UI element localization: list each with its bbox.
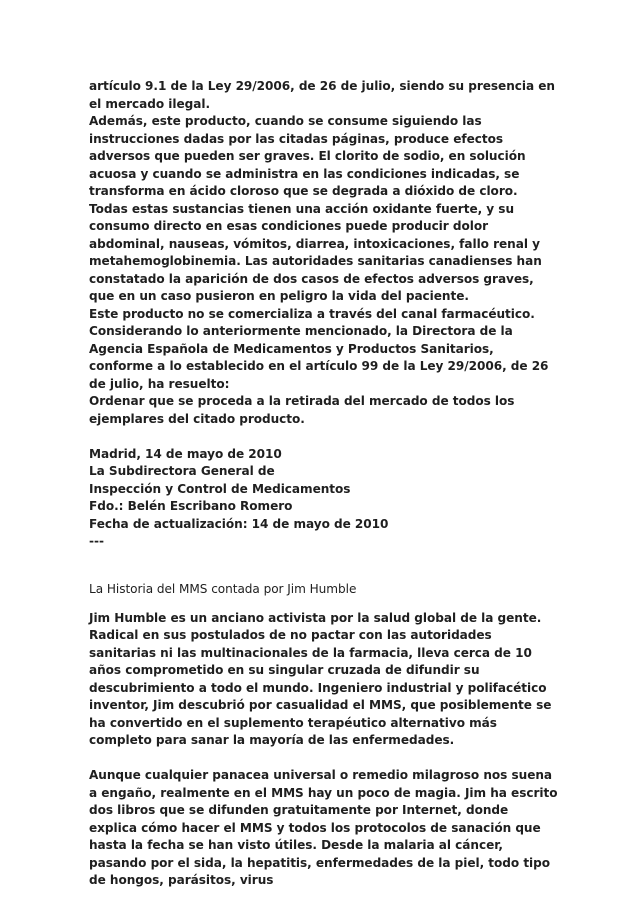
article-paragraph: Jim Humble es un anciano activista por la salud global de la gente. Radical en sus postulados de no pactar con las autoridades sanitarias ni las multinacionales de la farmacia, lleva cerca de 10 años comprometido en su singular cruzada de difundir su descubrimiento a todo el mundo. Ingeniero industrial y polifacético inventor, Jim descubrió por casualidad el MMS, que posiblemente se ha convertido en el suplemento terapéutico alternativo más completo para sanar la mayoría de las enfermedades. xyxy=(89,610,552,747)
place-date: Madrid, 14 de mayo de 2010 xyxy=(89,446,282,461)
spacer xyxy=(89,599,559,610)
document-page xyxy=(89,78,559,890)
signature-block xyxy=(89,446,559,551)
spacer xyxy=(89,568,559,581)
spacer xyxy=(89,750,559,768)
spacer xyxy=(89,551,559,569)
signer-role-line: La Subdirectora General de xyxy=(89,464,275,478)
resolution-paragraph: artículo 9.1 de la Ley 29/2006, de 26 de julio, siendo su presencia en el mercado ilegal. xyxy=(89,79,555,111)
separator: --- xyxy=(89,534,104,548)
article-title: La Historia del MMS contada por Jim Humble xyxy=(89,582,357,596)
resolution-paragraph: Ordenar que se proceda a la retirada del mercado de todos los ejemplares del citado producto. xyxy=(89,394,515,426)
update-date: Fecha de actualización: 14 de mayo de 2010 xyxy=(89,516,389,531)
signer-name: Fdo.: Belén Escribano Romero xyxy=(89,499,293,513)
signer-role-line: Inspección y Control de Medicamentos xyxy=(89,481,351,496)
resolution-paragraph: Considerando lo anteriormente mencionado, la Directora de la Agencia Española de Medicamentos y Productos Sanitarios, conforme a lo establecido en el artículo 99 de la Ley 29/2006, de 26 de julio, ha resuelto: xyxy=(89,324,549,391)
article-paragraph: Aunque cualquier panacea universal o remedio milagroso nos suena a engaño, realmente en el MMS hay un poco de magia. Jim ha escrito dos libros que se difunden gratuitamente por Internet, donde explica cómo hacer el MMS y todos los protocolos de sanación que hasta la fecha se han visto útiles. Desde la malaria al cáncer, pasando por el sida, la hepatitis, enfermedades de la piel, todo tipo de hongos, parásitos, virus xyxy=(89,768,558,887)
resolution-paragraph: Este producto no se comercializa a través del canal farmacéutico. xyxy=(89,306,535,321)
resolution-paragraph: Además, este producto, cuando se consume siguiendo las instrucciones dadas por las citadas páginas, produce efectos adversos que pueden ser graves. El clorito de sodio, en solución acuosa y cuando se administra en las condiciones indicadas, se transforma en ácido cloroso que se degrada a dióxido de cloro. Todas estas sustancias tienen una acción oxidante fuerte, y su consumo directo en esas condiciones puede producir dolor abdominal, nauseas, vómitos, diarrea, intoxicaciones, fallo renal y metahemoglobinemia. Las autoridades sanitarias canadienses han constatado la aparición de dos casos de efectos adversos graves, que en un caso pusieron en peligro la vida del paciente. xyxy=(89,114,542,303)
spacer xyxy=(89,428,559,446)
